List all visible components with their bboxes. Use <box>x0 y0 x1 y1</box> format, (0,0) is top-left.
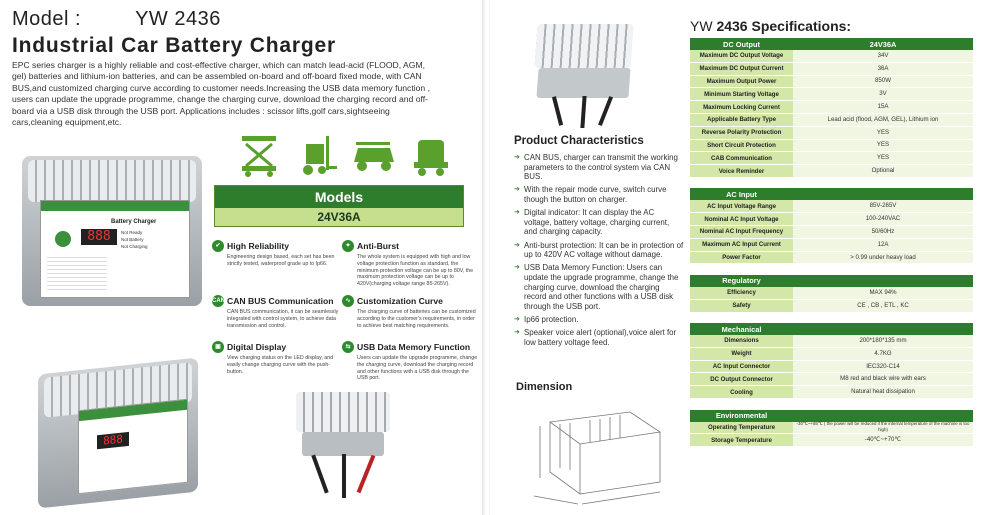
feature-customization-curve <box>342 295 478 329</box>
table-row <box>690 287 973 300</box>
feature-digital-display <box>212 341 340 375</box>
charger-spec-label <box>47 257 107 291</box>
specifications-title <box>690 18 851 34</box>
section-header <box>690 188 973 200</box>
specifications-table <box>690 38 973 447</box>
row-value: MAX 94% <box>793 287 973 299</box>
section-title: AC Input <box>726 189 757 199</box>
model-line <box>12 8 221 31</box>
feature-text: The charging curve of batteries can be customized according to the customer's requirements, in order to achieve best matching requirements. <box>357 309 476 329</box>
charger-image-angle <box>38 358 198 509</box>
row-key: Maximum Output Power <box>690 76 793 88</box>
spec-title-prefix: YW <box>690 18 717 34</box>
spec-section-dc-output <box>690 38 973 178</box>
page-title: Industrial Car Battery Charger <box>12 34 336 57</box>
table-row <box>690 434 973 447</box>
list-item: ➜ Anti-burst protection: It can be in protection of up to 420V AC voltage without damage. <box>514 241 684 260</box>
table-row <box>690 348 973 361</box>
dimension-drawing <box>520 398 670 508</box>
feature-title: High Reliability <box>227 241 290 251</box>
table-row <box>690 252 973 265</box>
table-row <box>690 361 973 374</box>
table-row <box>690 152 973 165</box>
row-key: Reverse Polarity Protection <box>690 127 793 139</box>
feature-text: Users can update the upgrade programme, change the charging curve, download the charging record and other functions with a USB disk through the USB port. <box>357 355 478 382</box>
application-icons <box>236 132 466 180</box>
row-value: 15A <box>793 101 973 113</box>
charger-led-label: Not Ready <box>121 230 143 235</box>
charger-display: 888 <box>97 432 129 449</box>
feature-title: Digital Display <box>227 342 287 352</box>
row-value: M8 red and black wire with ears <box>793 373 973 385</box>
right-page <box>490 0 981 515</box>
table-row <box>690 63 973 76</box>
list-item: ➜ USB Data Memory Function: Users can update the upgrade programme, change the charging curve, download the charging record and other functions with a USB disk through the USB port. <box>514 263 684 311</box>
spec-section-regulatory <box>690 275 973 313</box>
row-key: Maximum AC Input Current <box>690 239 793 251</box>
section-header <box>690 323 973 335</box>
row-key: DC Output Connector <box>690 373 793 385</box>
feature-title: CAN BUS Communication <box>227 296 334 306</box>
table-row <box>690 165 973 178</box>
feature-high-reliability <box>212 240 340 268</box>
row-key: Dimensions <box>690 335 793 347</box>
charger-image-cables <box>288 392 398 500</box>
list-item: ➜ Digital indicator: It can display the AC voltage, battery voltage, charging current, and charging capacity. <box>514 208 684 237</box>
section-title: Environmental <box>715 411 768 421</box>
feature-usb-data-memory <box>342 341 478 382</box>
row-value: 200*180*135 mm <box>793 335 973 347</box>
spec-section-mechanical <box>690 323 973 399</box>
row-key: Safety <box>690 300 793 312</box>
feature-can-bus <box>212 295 340 329</box>
row-key: Maximum Locking Current <box>690 101 793 113</box>
list-item: ➜ CAN BUS, charger can transmit the working parameters to the control system via CAN BUS. <box>514 153 684 182</box>
row-value: IEC320-C14 <box>793 361 973 373</box>
list-item: ➜ Ip66 protection. <box>514 315 684 325</box>
product-characteristics-list <box>514 153 684 351</box>
feature-text: Engineering design based, each set has been strictly tested, waterproof grade up to Ip66. <box>227 254 335 267</box>
models-value: 24V36A <box>215 208 463 226</box>
row-value: YES <box>793 140 973 152</box>
charger-led-list <box>121 229 148 250</box>
row-value: Lead acid (flood, AGM, GEL), Lithium ion <box>793 114 973 126</box>
charger-led-label: Not Battery <box>121 237 144 242</box>
can-bus-icon: CAN <box>212 295 224 307</box>
intro-paragraph: EPC series charger is a highly reliable and cost-effective charger, which can match lead-acid (FLOOD, AGM, gel) batteries and lithium-ion batteries, and can be assembled on-board and off-board fixed mode, with CAN BUS,and customized charging curve according to customer needs.Increasing the USB data memory function , users can update the upgrade programme, change the charging curve, download the charging record and off-board via a USB disk through the USB port. Applications includes : scissor lifts,golf cars,sightseeing cars,cleaning equipment,etc. <box>12 60 430 128</box>
row-key: AC Input Connector <box>690 361 793 373</box>
row-key: Operating Temperature <box>690 422 793 434</box>
table-row <box>690 200 973 213</box>
table-row <box>690 213 973 226</box>
row-key: Nominal AC Input Voltage <box>690 213 793 225</box>
list-item: ➜ With the repair mode curve, switch curve though the button on charger. <box>514 185 684 204</box>
usb-icon: ⇆ <box>342 341 354 353</box>
row-value: -30℃~+65℃ ( the power will be reduced if the internal temperature of the machine is too high) <box>793 422 973 434</box>
table-row <box>690 335 973 348</box>
table-row <box>690 422 973 435</box>
section-header <box>690 410 973 422</box>
row-value: -40℃~+70℃ <box>793 434 973 446</box>
table-row <box>690 114 973 127</box>
feature-text: The whole system is equipped with high and low voltage protection function as standard, the minimum protection voltage can be up to 80V, the maximum protection voltage can be up to 420V(charging voltage range 85-265V). <box>357 254 474 288</box>
row-value: 50/60Hz <box>793 226 973 238</box>
models-heading: Models <box>215 186 463 208</box>
row-key: Short Circuit Protection <box>690 140 793 152</box>
model-label: Model : <box>12 8 82 30</box>
section-title: Mechanical <box>721 324 762 334</box>
charger-label: Battery Charger <box>111 219 157 225</box>
section-header <box>690 38 973 50</box>
row-value: Natural heat dissipation <box>793 386 973 398</box>
table-row <box>690 50 973 63</box>
row-key: Weight <box>690 348 793 360</box>
table-row <box>690 300 973 313</box>
row-key: Maximum DC Output Current <box>690 63 793 75</box>
row-key: AC Input Voltage Range <box>690 200 793 212</box>
row-value: YES <box>793 127 973 139</box>
spec-section-environmental <box>690 410 973 448</box>
product-characteristics-title: Product Characteristics <box>514 135 644 147</box>
spec-section-ac-input <box>690 188 973 264</box>
anti-burst-icon: ✦ <box>342 240 354 252</box>
table-row <box>690 127 973 140</box>
row-value: CE , CB , ETL , KC <box>793 300 973 312</box>
table-row <box>690 239 973 252</box>
section-value: 24V36A <box>869 39 897 49</box>
feature-title: USB Data Memory Function <box>357 342 471 352</box>
display-icon: ▣ <box>212 341 224 353</box>
feature-anti-burst <box>342 240 478 288</box>
row-value: Optional <box>793 165 973 177</box>
table-row <box>690 386 973 399</box>
forklift-icon <box>292 132 338 178</box>
table-row <box>690 88 973 101</box>
spec-title-bold: 2436 Specifications: <box>716 18 852 34</box>
table-row <box>690 140 973 153</box>
feature-text: CAN BUS communication, it can be seamlessly integrated with control system, to achieve data transmission and control. <box>227 309 339 329</box>
row-key: Voice Reminder <box>690 165 793 177</box>
row-value: YES <box>793 152 973 164</box>
charger-led-label: Not Charging <box>121 244 148 249</box>
section-header <box>690 275 973 287</box>
row-key: Maximum DC Output Voltage <box>690 50 793 62</box>
row-value: 85V-265V <box>793 200 973 212</box>
row-key: Cooling <box>690 386 793 398</box>
table-row <box>690 101 973 114</box>
section-title: DC Output <box>723 39 760 49</box>
shield-check-icon: ✔ <box>212 240 224 252</box>
charger-image-front <box>22 156 202 306</box>
row-value: 36A <box>793 63 973 75</box>
golf-car-icon <box>350 132 396 178</box>
table-row <box>690 226 973 239</box>
row-value: > 0.99 under heavy load <box>793 252 973 264</box>
charger-button-icon <box>55 231 71 247</box>
dimension-title: Dimension <box>516 381 573 393</box>
list-item: ➜ Speaker voice alert (optional),voice alert for low battery voltage feed. <box>514 328 684 347</box>
row-key: Power Factor <box>690 252 793 264</box>
row-key: Minimum Starting Voltage <box>690 88 793 100</box>
row-value: 12A <box>793 239 973 251</box>
table-row <box>690 76 973 89</box>
row-key: Storage Temperature <box>690 434 793 446</box>
models-box <box>214 185 464 227</box>
cleaning-machine-icon <box>408 132 454 178</box>
row-value: 34V <box>793 50 973 62</box>
row-key: CAB Communication <box>690 152 793 164</box>
charger-image-top <box>530 24 637 128</box>
charger-display: 888 <box>81 229 117 245</box>
section-title: Regulatory <box>722 276 761 286</box>
feature-text: View charging status on the LED display, and easily change charging curve with the push-button. <box>227 355 334 375</box>
scissor-lift-icon <box>236 132 282 178</box>
feature-title: Customization Curve <box>357 296 443 306</box>
left-page <box>0 0 484 515</box>
row-key: Nominal AC Input Frequency <box>690 226 793 238</box>
model-value: YW 2436 <box>135 8 221 30</box>
row-value: 100-240VAC <box>793 213 973 225</box>
table-row <box>690 373 973 386</box>
row-value: 4.7KG <box>793 348 973 360</box>
row-value: 850W <box>793 76 973 88</box>
feature-title: Anti-Burst <box>357 241 400 251</box>
row-value: 3V <box>793 88 973 100</box>
row-key: Efficiency <box>690 287 793 299</box>
curve-icon: ∿ <box>342 295 354 307</box>
row-key: Applicable Battery Type <box>690 114 793 126</box>
